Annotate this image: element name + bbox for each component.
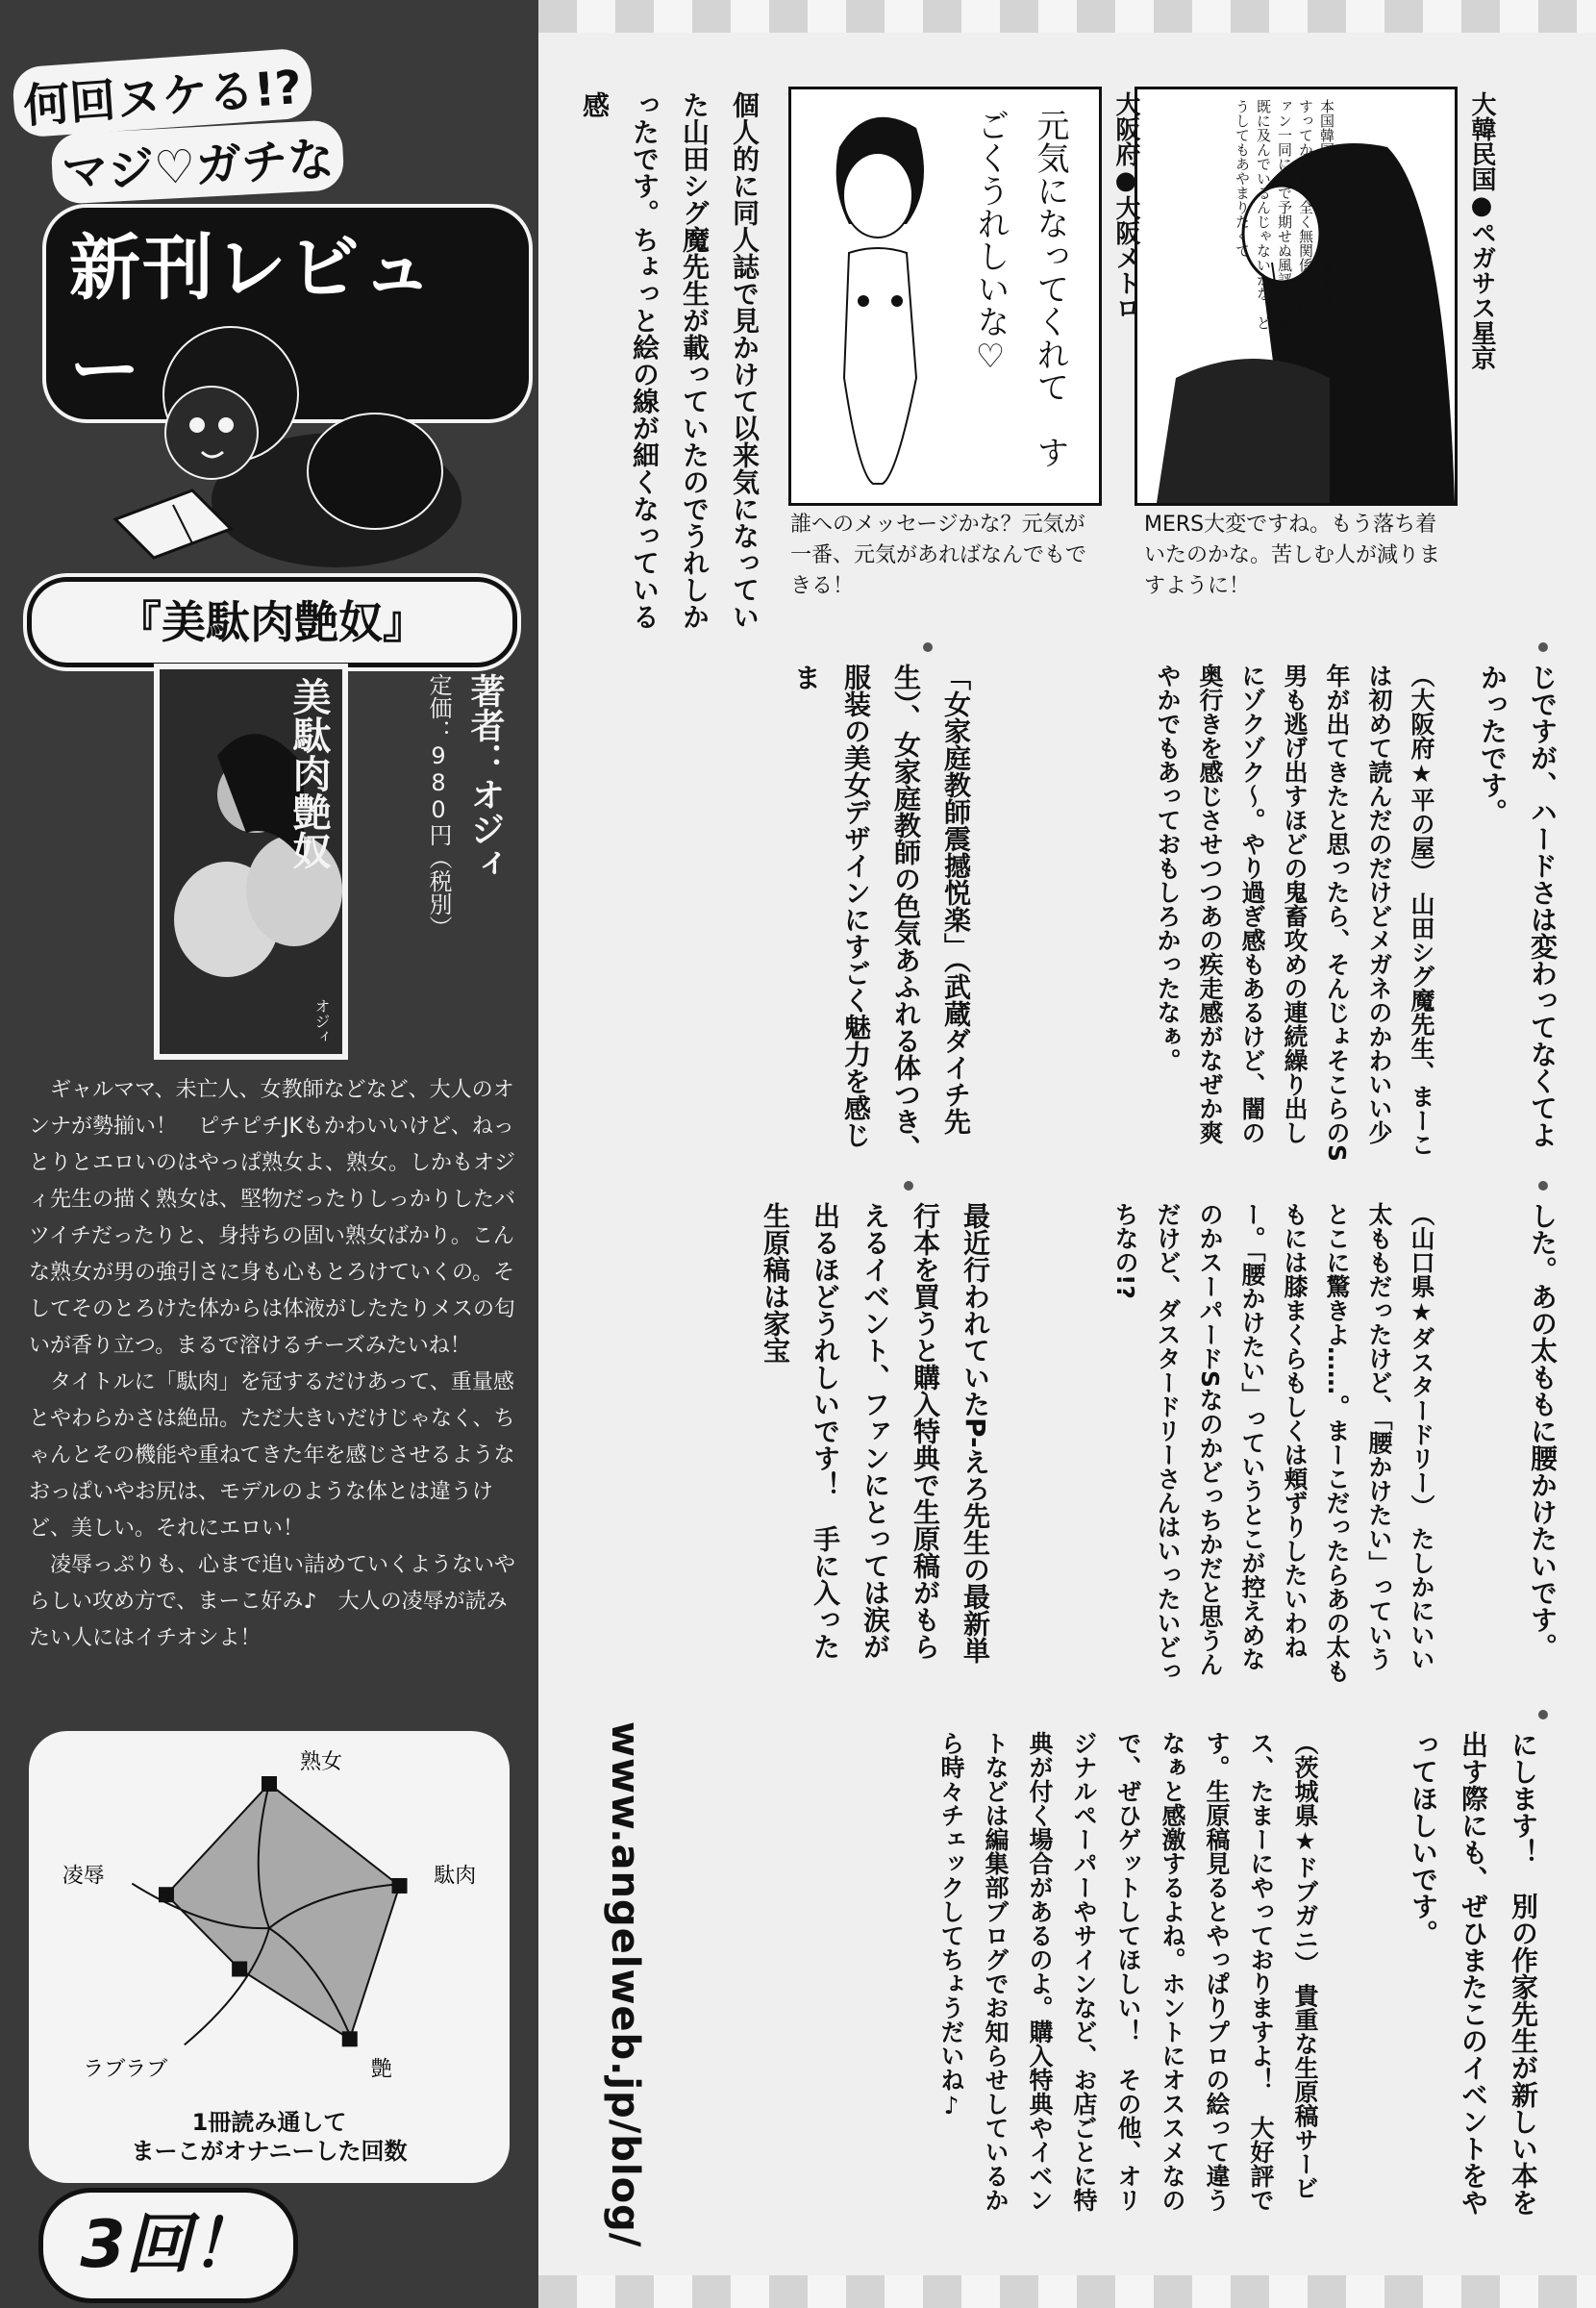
bullet	[1538, 1181, 1548, 1191]
bullet	[923, 642, 933, 652]
cover-title: 美駄肉艶奴	[287, 677, 331, 869]
letter4-body: 貴重な生原稿サービス、たまーにやっておりますよ！ 大好評です。生原稿見るとやっぱりプロの絵って違うなぁと感激するよね。ホントにオススメなので、ぜひゲットしてほしい！ その他、オリジナルペーパーやサインなど、お店ごとに特典が付く場合があるのよ。購入特典やイベントなどは編集部ブログでお知らせしているから時々チェックしてちょうだいね♪	[937, 1731, 1319, 2212]
korea-reply: MERS大変ですね。もう落ち着いたのかな。苦しむ人が減りますように！	[1144, 513, 1441, 598]
rating-radar-box	[29, 1731, 510, 2183]
cover-author: オジィ	[312, 998, 331, 1044]
book-title: 『美駄肉艶奴』	[117, 596, 427, 648]
count-badge	[38, 2188, 298, 2303]
radar-label-0: 熟女	[300, 1750, 343, 1774]
review-text	[29, 1072, 519, 1657]
radar-label-3: ラブラブ	[83, 2057, 168, 2082]
letter3-location: （山口県★ダスタードリー）	[1408, 1202, 1435, 1518]
letter3-body: たしかにいい太ももだったけど、「腰かけたい」っていうとこに驚きよ……。まーこだったらあの太ももには膝まくらもしくは頬ずりしたいわねー。「腰かけたい」っていうとこが控えめなのかスーパードSなのかどっちかだと思うんだけど、ダスタードリーさんはいったいどっちなの!?	[1111, 1202, 1435, 1683]
osaka-location: 大阪府●大阪メトロ	[1111, 91, 1140, 320]
book-title-banner	[27, 577, 517, 667]
korea-location: 大韓民国●ペガサス星京	[1467, 91, 1496, 370]
letter-panel-korea	[1135, 87, 1458, 506]
radar-data-area	[166, 1784, 400, 2039]
bullet	[1538, 1710, 1548, 1719]
count-value: 3回！	[80, 2207, 257, 2283]
bottom-stripe	[538, 2275, 1596, 2308]
osaka-handwriting: 元気になってくれて すごくうれしいな♡	[971, 109, 1069, 468]
mascot-illustration	[87, 317, 471, 577]
letter1-location: （大阪府★平の屋）	[1408, 664, 1435, 884]
price-label: 定価：980円（税別）	[425, 673, 452, 939]
top-letter-text: 個人的に同人誌で見かけて以来気になっていた山田シグ魔先生が載っていたのでうれしかったです。ちょっと絵の線が細くなっている感	[579, 91, 761, 630]
review-column	[0, 0, 538, 2308]
header-line-2: マジ♡ガチな	[50, 119, 344, 205]
korea-handwriting: 本国韓国でもMERSが広まる様にすってからは、全く無関係の韓国ファン一同にまで予期せぬ風評被害が既に及んでいるんじゃないかな、どうしてもあやまりたくて	[1234, 99, 1335, 330]
letter1-body: 山田シグ魔先生、まーこは初めて読んだのだけどメガネのかわいい少年が出てきたと思ったら、そんじょそこらのS男も逃げ出すほどの鬼畜攻めの連続繰り出しにゾクゾク～。やり過ぎ感もあるけど、闇の奥行きを感じさせつつあの疾走感がなぜか爽やかでもあっておもしろかったなぁ。	[1154, 664, 1435, 1163]
radar-caption-line-2: まーこがオナニーした回数	[131, 2138, 408, 2165]
book-cover	[154, 664, 348, 1060]
letter2-head: 「女家庭教師震撼悦楽」（武蔵ダイチ先生）、女家庭教師の色気あふれる体つき、服装の美女デザインにすごく魅力を感じま	[790, 664, 972, 1162]
bullet	[1538, 642, 1548, 652]
radar-point-4	[159, 1887, 174, 1902]
bullet	[904, 1181, 913, 1191]
letter1-block	[1096, 664, 1442, 1164]
radar-point-1	[392, 1878, 408, 1894]
radar-point-3	[232, 1961, 247, 1976]
radar-point-2	[342, 2031, 358, 2046]
row4-right-text: にします！ 別の作家先生が新しい本を出す際にも、ぜひまたこのイベントをやってほしいです。	[1408, 1731, 1539, 2216]
review-paragraph-3: 凌辱っぷりも、心まで追い詰めていくようないやらしい攻め方で、まーこ好み♪ 大人の凌辱が読みたい人にはイチオシよ！	[29, 1553, 516, 1650]
radar-point-0	[262, 1776, 277, 1792]
letter4-location: （茨城県★ドブガニ）	[1291, 1731, 1319, 1975]
reader-letters-area	[538, 0, 1596, 2308]
letter4-block	[788, 1731, 1327, 2231]
radar-label-2: 艶	[370, 2057, 392, 2082]
middle-text: じですが、ハードさは変わってなくてよかったです。	[1477, 664, 1559, 1148]
letter3-block	[1019, 1202, 1442, 1683]
radar-label-4: 凌辱	[62, 1864, 105, 1889]
blog-link[interactable]: www.angelweb.jp/blog/	[603, 1721, 647, 2248]
review-paragraph-2: タイトルに「駄肉」を冠するだけあって、重量感とやわらかさは絶品。ただ大きいだけじゃなく、ちゃんとその機能や重ねてきた年を感じさせるようなおっぱいやお尻は、モデルのような体とは違うけど、美しい。それにエロい！	[29, 1370, 515, 1541]
header-title: 新刊レビュー	[42, 204, 533, 423]
review-header	[13, 38, 533, 412]
review-paragraph-1: ギャルママ、未亡人、女教師などなど、大人のオンナが勢揃い！ ピチピチJKもかわいいけど、ねっとりとエロいのはやっぱ熟女よ、熟女。しかもオジィ先生の描く熟女は、堅物だったりしっかりしたバツイチだったりと、身持ちの固い熟女ばかり。こんな熟女が男の強引さに身も心もとろけていくの。そしてそのとろけた体からは体液がしたたりメスの匂いが香り立つ。まるで溶けるチーズみたいね！	[29, 1078, 516, 1358]
top-stripe	[538, 0, 1596, 33]
radar-caption-line-1: 1冊読み通して	[191, 2109, 347, 2136]
row3-left-text: 最近行われていたP-えろ先生の最新単行本を買うと購入特典で生原稿がもらえるイベント、ファンにとっては涙が出るほどうれしいです！ 手に入った生原稿は家宝	[760, 1202, 991, 1664]
osaka-reply: 誰へのメッセージかな？元気が一番、元気があればなんでもできる！	[790, 513, 1087, 598]
author-credit: 著者：オジィ	[465, 673, 505, 881]
header-line-1: 何回ヌケる!?	[12, 47, 313, 138]
radar-caption	[29, 2108, 510, 2166]
book-info	[404, 673, 510, 1039]
row3-right-text: した。あの太ももに腰かけたいです。	[1527, 1202, 1559, 1660]
radar-chart	[29, 1731, 510, 2106]
radar-label-1: 駄肉	[434, 1864, 477, 1889]
letter-panel-osaka	[788, 87, 1102, 506]
